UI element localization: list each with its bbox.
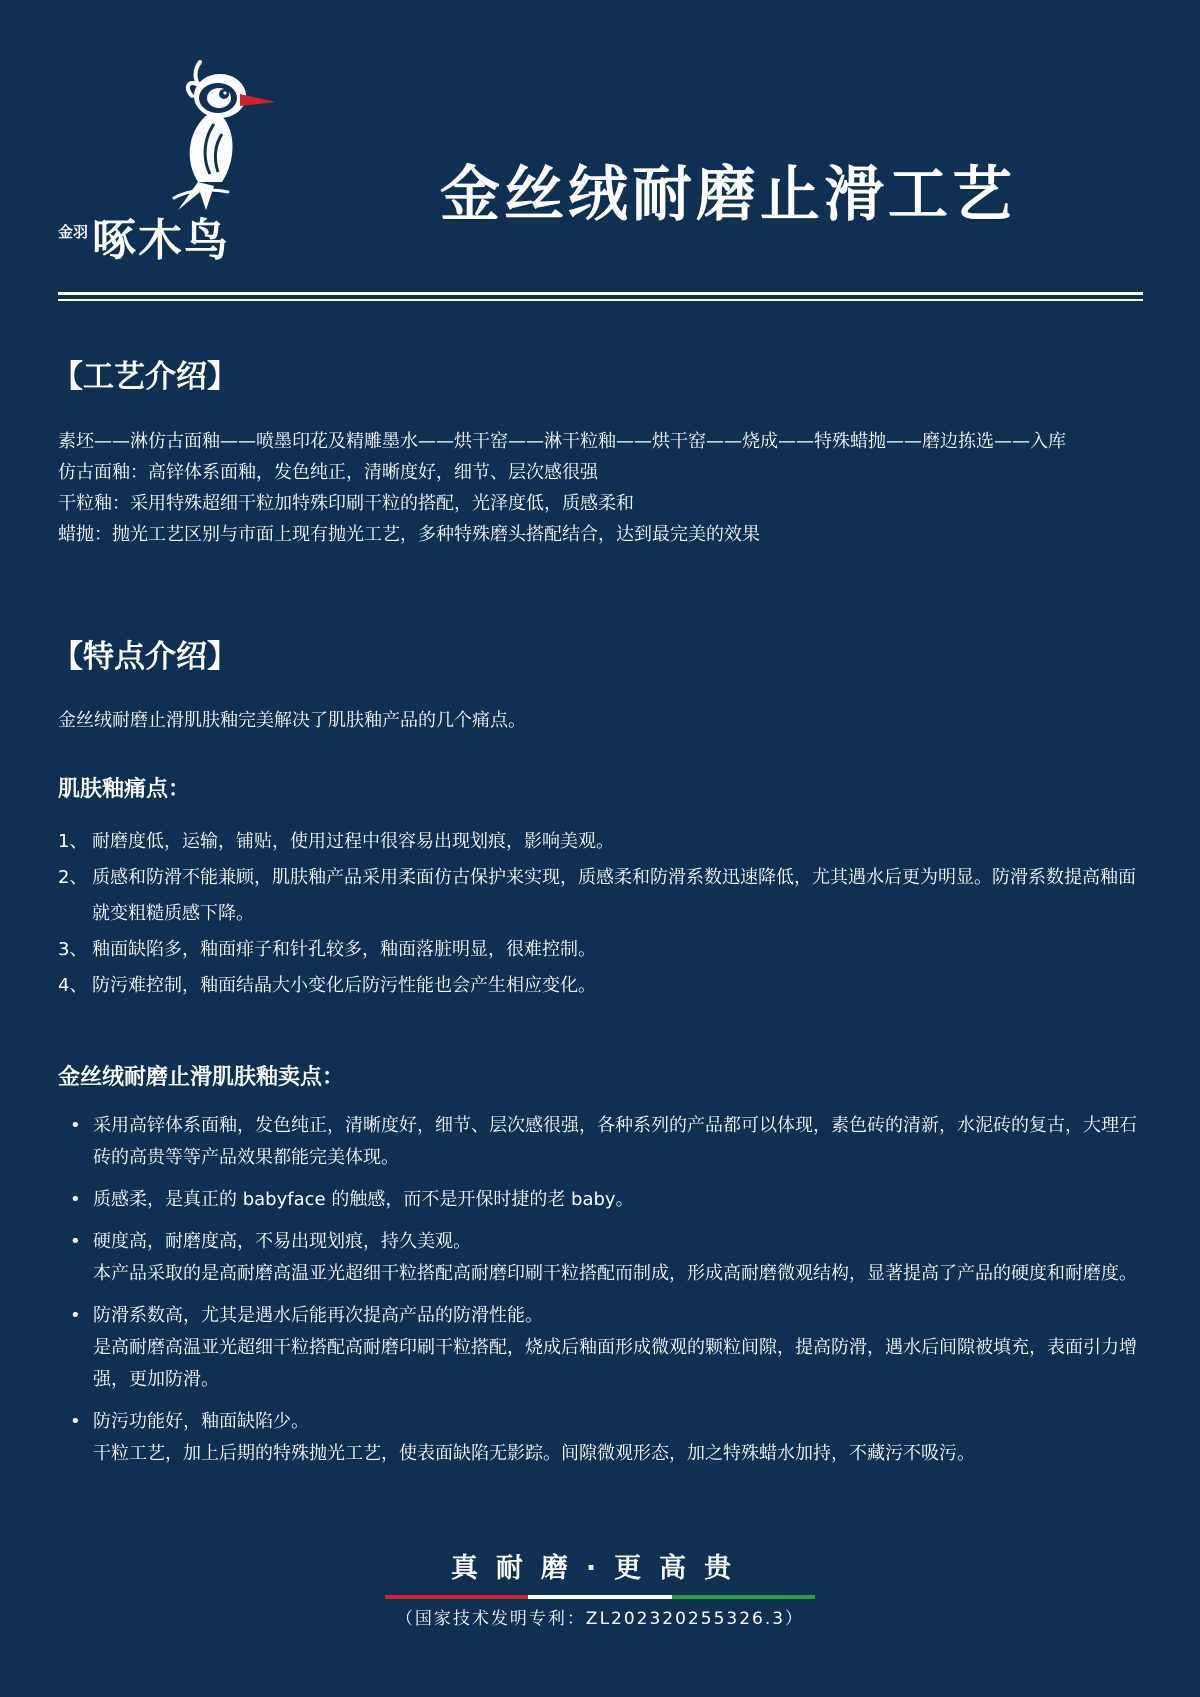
selling-point-main: • 硬度高，耐磨度高，不易出现划痕，持久美观。 [93, 1231, 471, 1252]
features-heading: 【特点介绍】 [52, 639, 238, 675]
selling-points-title: 金丝绒耐磨止滑肌肤釉卖点： [58, 1065, 345, 1090]
list-item: 4、 防污难控制，釉面结晶大小变化后防污性能也会产生相应变化。 [58, 975, 596, 996]
features-intro: 金丝绒耐磨止滑肌肤釉完美解决了肌肤釉产品的几个痛点。 [58, 710, 526, 731]
header-divider-thin [58, 299, 1143, 301]
brand-small-mark: 金羽 [58, 223, 89, 241]
selling-point-main: • 防滑系数高，尤其是遇水后能再次提高产品的防滑性能。 [93, 1305, 543, 1326]
craft-line: 仿古面釉：高锌体系面釉，发色纯正，清晰度好，细节、层次感很强 [58, 462, 598, 483]
header-divider-thick [58, 292, 1143, 295]
slogan: 真耐磨·更高贵 [450, 1553, 750, 1584]
selling-point-detail: 干粒工艺，加上后期的特殊抛光工艺，使表面缺陷无影踪。间隙微观形态，加之特殊蜡水加持，不藏污不吸污。 [93, 1443, 975, 1464]
woodpecker-icon [118, 60, 278, 215]
selling-point-detail: 是高耐磨高温亚光超细干粒搭配高耐磨印刷干粒搭配，烧成后釉面形成微观的颗粒间隙，提高防滑，遇水后间隙被填充，表面引力增强，更加防滑。 [93, 1337, 1137, 1390]
craft-line: 干粒釉：采用特殊超细干粒加特殊印刷干粒的搭配，光泽度低，质感柔和 [58, 493, 634, 514]
selling-point-main: • 采用高锌体系面釉，发色纯正，清晰度好，细节、层次感很强，各种系列的产品都可以体现，素色砖的清新，水泥砖的复古，大理石砖的高贵等等产品效果都能完美体现。 [93, 1115, 1137, 1168]
selling-point-detail: 本产品采取的是高耐磨高温亚光超细干粒搭配高耐磨印刷干粒搭配而制成，形成高耐磨微观结构，显著提高了产品的硬度和耐磨度。 [93, 1263, 1137, 1284]
craft-flow: 素坯——淋仿古面釉——喷墨印花及精雕墨水——烘干窑——淋干粒釉——烘干窑——烧成——特殊蜡抛——磨边拣选——入库 [58, 431, 1066, 452]
selling-point-main: • 防污功能好，釉面缺陷少。 [93, 1411, 309, 1432]
list-item [58, 1110, 1148, 1174]
tricolor-bar [385, 1595, 815, 1599]
list-item: 3、 釉面缺陷多，釉面痱子和针孔较多，釉面落脏明显，很难控制。 [58, 939, 596, 960]
brand-logo [58, 60, 278, 275]
brand-name: 啄木鸟 [92, 215, 230, 266]
list-item [58, 1226, 1148, 1290]
patent-number: （国家技术发明专利：ZL202320255326.3） [395, 1609, 805, 1629]
selling-point-main: • 质感柔，是真正的 babyface 的触感，而不是开保时捷的老 baby。 [93, 1189, 634, 1210]
pain-points-list [58, 824, 1148, 1004]
bar-segment-green [672, 1595, 815, 1599]
craft-body [58, 426, 1146, 550]
page-title: 金丝绒耐磨止滑工艺 [440, 160, 1016, 230]
list-item: 2、 质感和防滑不能兼顾，肌肤釉产品采用柔面仿古保护来实现，质感柔和防滑系数迅速降低，尤其遇水后更为明显。防滑系数提高釉面就变粗糙质感下降。 [58, 867, 1136, 924]
bar-segment-white [528, 1595, 671, 1599]
selling-points-list [58, 1110, 1148, 1480]
list-item [58, 1406, 1148, 1470]
craft-heading: 【工艺介绍】 [52, 359, 238, 395]
list-item [58, 1300, 1148, 1396]
list-item: 1、 耐磨度低，运输，铺贴，使用过程中很容易出现划痕，影响美观。 [58, 831, 614, 852]
bar-segment-red [385, 1595, 528, 1599]
list-item [58, 1184, 1148, 1216]
pain-points-title: 肌肤釉痛点： [58, 777, 191, 802]
craft-line: 蜡抛：抛光工艺区别与市面上现有抛光工艺，多种特殊磨头搭配结合，达到最完美的效果 [58, 524, 760, 545]
